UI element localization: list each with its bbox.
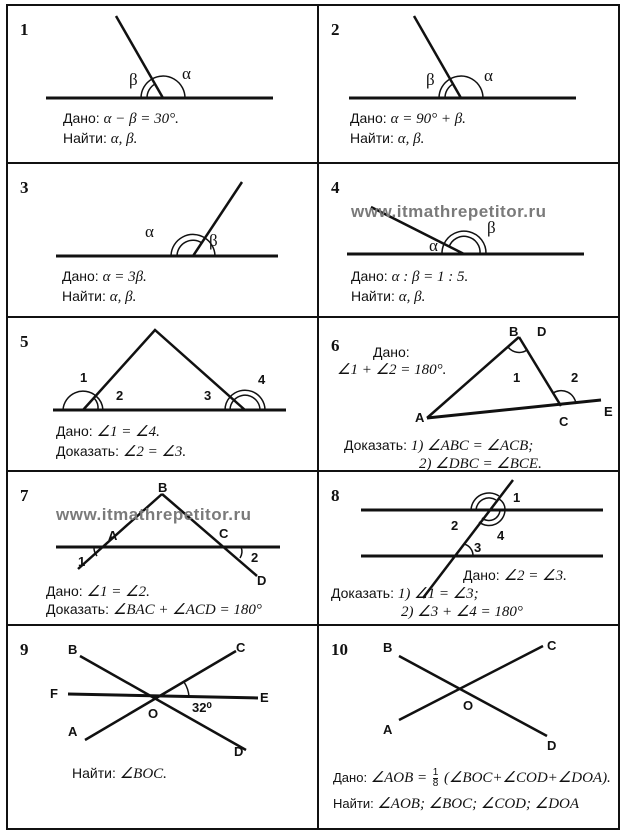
point-e: E — [260, 690, 269, 705]
find-label: Найти: — [350, 130, 394, 146]
angle-1-arc — [499, 499, 505, 510]
problem-number: 10 — [331, 640, 348, 659]
given-line — [56, 422, 160, 441]
given-label: Дано: — [333, 770, 368, 785]
find-text: α, β. — [110, 131, 138, 147]
problem-5 — [8, 318, 317, 470]
given-label: Дано: — [46, 583, 83, 599]
problem-number: 9 — [20, 640, 29, 659]
problem-1 — [8, 6, 317, 162]
prove-line-1 — [331, 584, 479, 603]
find-text: ∠BOC. — [119, 766, 167, 782]
point-b: B — [383, 640, 393, 655]
problem-number: 7 — [20, 486, 29, 505]
beta-arc-inner — [445, 84, 453, 98]
find-line — [351, 288, 425, 306]
given-line — [63, 110, 179, 128]
problem-9 — [8, 626, 317, 828]
given-text: ∠1 = ∠2. — [86, 584, 150, 600]
angle-2-arc — [240, 547, 242, 558]
point-d: D — [234, 744, 244, 759]
given-text: ∠2 = ∠3. — [503, 568, 567, 584]
beta-arc-inner — [147, 84, 155, 98]
given-line — [350, 110, 466, 128]
prove-label: Доказать: — [344, 437, 407, 453]
point-d: D — [257, 573, 267, 588]
problem-2 — [319, 6, 618, 162]
angle-2-label: 2 — [571, 370, 579, 385]
problem-number: 8 — [331, 486, 340, 505]
line-fe — [68, 694, 258, 698]
angle-3-label: 3 — [204, 388, 212, 403]
angle-1-label: 1 — [78, 554, 86, 569]
given-line — [351, 268, 468, 286]
find-text: α, β. — [397, 131, 425, 147]
prove-line-1 — [344, 436, 533, 455]
prove-text: ∠2 = ∠3. — [122, 444, 187, 460]
prove-line — [56, 442, 186, 461]
given-line — [46, 582, 150, 601]
line-bd — [399, 656, 547, 736]
watermark: www.itmathrepetitor.ru — [56, 505, 252, 524]
beta-label: β — [209, 231, 218, 250]
prove-line — [46, 600, 262, 619]
given-line — [333, 768, 611, 789]
problem-1-figure — [8, 6, 317, 162]
point-a: A — [383, 722, 393, 737]
point-b: B — [158, 480, 168, 495]
angle-value-label: 32⁰ — [192, 700, 212, 715]
point-c: C — [559, 414, 569, 429]
point-c: C — [236, 640, 246, 655]
alpha-label: α — [182, 64, 191, 83]
point-b: B — [68, 642, 78, 657]
angle-3-arc — [464, 544, 473, 556]
find-label: Найти: — [62, 288, 106, 304]
problem-3-figure — [8, 164, 317, 316]
given-label: Дано: — [63, 110, 100, 126]
angle-1-label: 1 — [513, 490, 521, 505]
given-text: α = 90° + β. — [390, 111, 466, 127]
angle-1-label: 1 — [513, 370, 521, 385]
given-label: Дано: — [373, 344, 410, 360]
beta-label: β — [426, 70, 435, 89]
problem-7 — [8, 472, 317, 624]
angle-2-label: 2 — [451, 518, 459, 533]
problem-4 — [319, 164, 618, 316]
problem-6 — [319, 318, 618, 470]
given-line — [463, 566, 567, 585]
given-line — [62, 268, 147, 286]
find-label: Найти: — [333, 796, 374, 811]
prove-line-2 — [419, 454, 542, 473]
beta-label: β — [129, 70, 138, 89]
point-e: E — [604, 404, 613, 419]
given-label: Дано: — [463, 567, 500, 583]
find-text: α, β. — [398, 289, 426, 305]
triangle-sides — [83, 330, 245, 410]
prove-text-2: 2) ∠DBC = ∠BCE. — [419, 456, 542, 472]
prove-text-1: 1) ∠1 = ∠3; — [397, 586, 479, 602]
problem-10 — [319, 626, 618, 828]
point-f: F — [50, 686, 58, 701]
prove-label: Доказать: — [56, 443, 119, 459]
problem-number: 6 — [331, 336, 340, 355]
find-label: Найти: — [63, 130, 107, 146]
point-a: A — [68, 724, 78, 739]
side-bc — [519, 337, 561, 406]
angle-2-arc — [471, 493, 499, 510]
prove-text-2: 2) ∠3 + ∠4 = 180° — [401, 604, 523, 620]
given-text: ∠1 = ∠4. — [96, 424, 160, 440]
alpha-label: α — [484, 66, 493, 85]
point-d: D — [547, 738, 557, 753]
fraction — [433, 768, 439, 789]
line-bd — [80, 656, 246, 750]
given-text: α : β = 1 : 5. — [391, 269, 469, 285]
find-line — [333, 794, 579, 813]
find-line — [72, 764, 167, 783]
prove-text: ∠BAC + ∠ACD = 180° — [112, 602, 262, 618]
find-label: Найти: — [351, 288, 395, 304]
angle-2-label: 2 — [251, 550, 259, 565]
point-c: C — [219, 526, 229, 541]
given-text-value: ∠1 + ∠2 = 180°. — [337, 362, 447, 378]
given-text — [337, 360, 446, 379]
given-label: Дано: — [56, 423, 93, 439]
point-c: C — [547, 638, 557, 653]
find-text: ∠AOB; ∠BOC; ∠COD; ∠DOA — [377, 796, 580, 812]
given-prefix: ∠AOB = — [370, 770, 428, 786]
prove-line-2 — [401, 602, 523, 621]
point-a: A — [108, 528, 118, 543]
alpha-label: α — [145, 222, 154, 241]
problem-3 — [8, 164, 317, 316]
angle-3-label: 3 — [474, 540, 482, 555]
point-o: O — [148, 706, 159, 721]
find-text: α, β. — [109, 289, 137, 305]
problem-number: 2 — [331, 20, 340, 39]
angle-32-arc — [184, 682, 189, 697]
fraction-numerator: 1 — [432, 767, 439, 779]
problem-number: 4 — [331, 178, 340, 197]
problem-number: 5 — [20, 332, 29, 351]
angle-1-label: 1 — [80, 370, 88, 385]
given-text: α = 3β. — [102, 269, 147, 285]
point-b: B — [509, 324, 519, 339]
find-line — [62, 288, 136, 306]
beta-label: β — [487, 218, 496, 237]
problem-9-figure — [8, 626, 317, 828]
given-label: Дано: — [350, 110, 387, 126]
given-label: Дано: — [62, 268, 99, 284]
prove-label: Доказать: — [331, 585, 394, 601]
prove-label: Доказать: — [46, 601, 109, 617]
problem-8 — [319, 472, 618, 624]
line-ae — [427, 400, 601, 418]
ray — [414, 16, 461, 98]
alpha-label: α — [429, 236, 438, 255]
angle-3-arc — [225, 397, 230, 410]
angle-4-label: 4 — [497, 528, 505, 543]
given-rest: (∠BOC+∠COD+∠DOA). — [443, 770, 611, 786]
given-label: Дано: — [351, 268, 388, 284]
given-text: α − β = 30°. — [103, 111, 179, 127]
angle-4-label: 4 — [258, 372, 266, 387]
ray — [116, 16, 163, 98]
angle-2-label: 2 — [116, 388, 124, 403]
fraction-denominator: 8 — [432, 778, 439, 790]
find-line — [350, 130, 424, 148]
find-line — [63, 130, 137, 148]
watermark: www.itmathrepetitor.ru — [351, 202, 547, 221]
point-d: D — [537, 324, 547, 339]
point-a: A — [415, 410, 425, 425]
angle-2-arc-inner — [94, 398, 98, 410]
find-label: Найти: — [72, 765, 116, 781]
problem-number: 3 — [20, 178, 29, 197]
beta-arc-inner — [449, 236, 480, 254]
problem-number: 1 — [20, 20, 29, 39]
point-o: O — [463, 698, 474, 713]
prove-text-1: 1) ∠ABC = ∠ACB; — [410, 438, 534, 454]
